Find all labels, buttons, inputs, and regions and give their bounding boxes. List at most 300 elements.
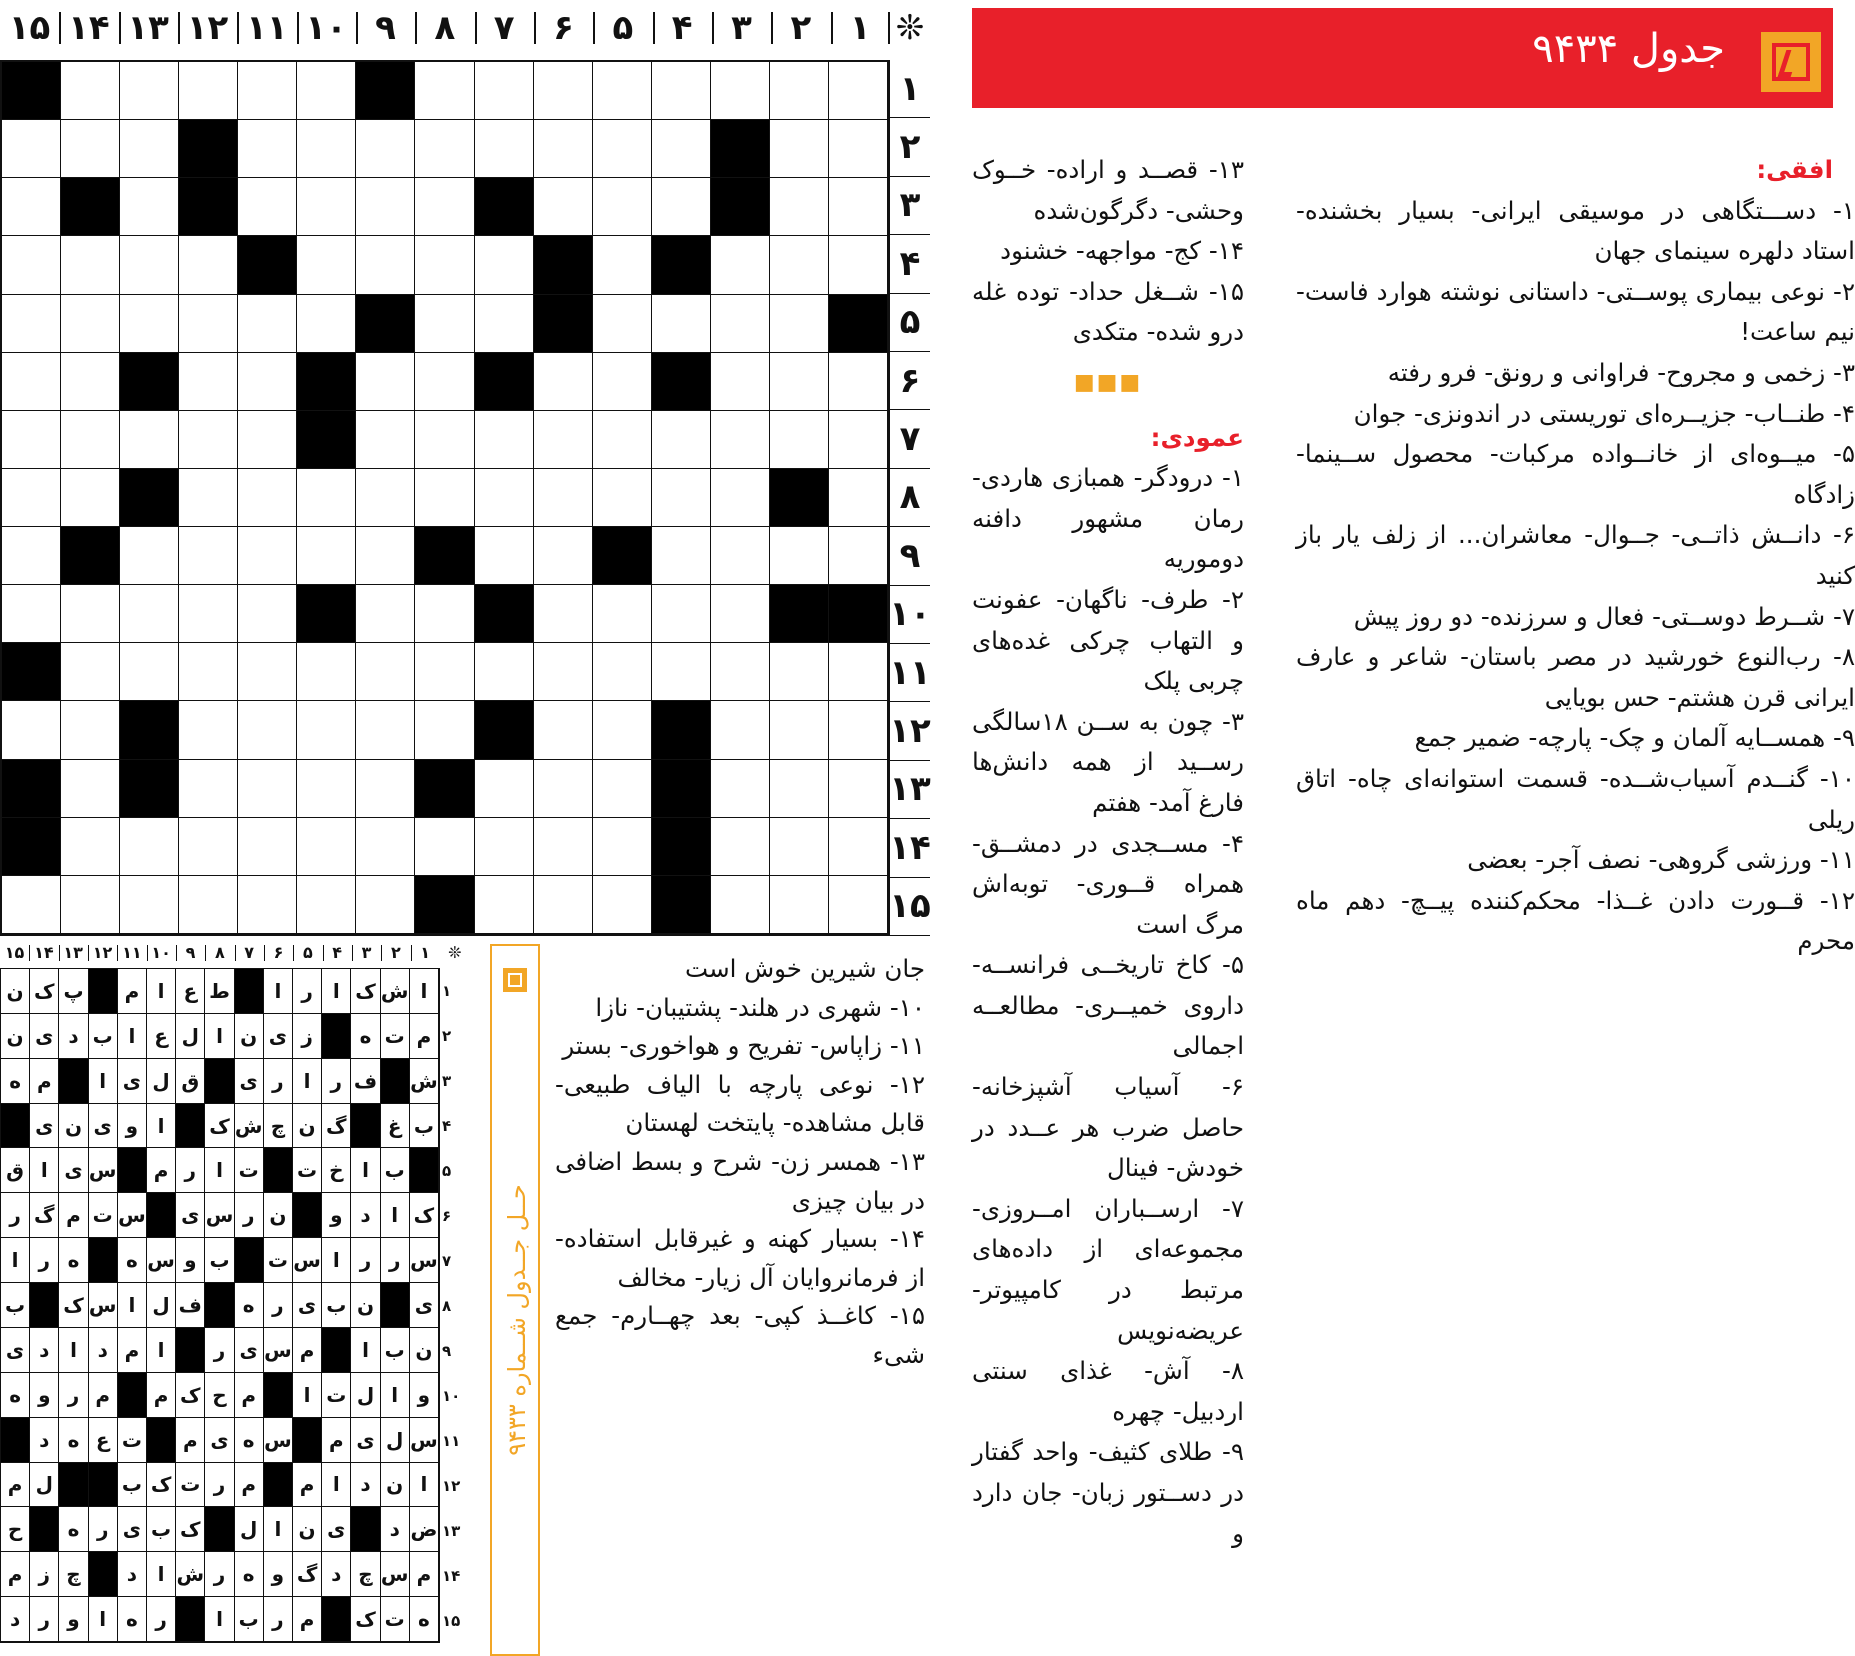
solution-letter-cell: ی xyxy=(293,1283,322,1328)
solution-row-number: ۱۵ xyxy=(442,1611,461,1630)
answer-cell[interactable] xyxy=(770,236,829,294)
solution-letter-cell: م xyxy=(176,1418,205,1463)
solution-letter-cell: ا xyxy=(264,1507,293,1552)
solution-letter-cell: ا xyxy=(118,1283,147,1328)
across-clue: ۹- همســایه آلمان و چک- پارچه- ضمیر جمع xyxy=(1414,723,1855,753)
answer-cell[interactable] xyxy=(238,585,297,643)
answer-cell[interactable] xyxy=(593,469,652,527)
answer-cell[interactable] xyxy=(415,469,474,527)
answer-cell[interactable] xyxy=(829,178,888,236)
answer-cell[interactable] xyxy=(238,178,297,236)
answer-cell[interactable] xyxy=(593,876,652,934)
solution-letter-cell: د xyxy=(381,1507,410,1552)
answer-cell[interactable] xyxy=(770,353,829,411)
answer-cell[interactable] xyxy=(61,236,120,294)
solution-letter-cell: ر xyxy=(176,1148,205,1193)
solution-letter-cell: ن xyxy=(293,1104,322,1149)
block-cell xyxy=(534,236,593,294)
solution-letter-cell: ت xyxy=(89,1193,118,1238)
solution-letter-cell: ش xyxy=(410,1059,439,1104)
answer-cell[interactable] xyxy=(415,701,474,759)
answer-cell[interactable] xyxy=(770,120,829,178)
solution-letter-cell: ک xyxy=(410,1193,439,1238)
answer-cell[interactable] xyxy=(534,411,593,469)
solution-letter-cell: س xyxy=(410,1238,439,1283)
solution-letter-cell: ی xyxy=(118,1059,147,1104)
answer-cell[interactable] xyxy=(238,760,297,818)
answer-cell[interactable] xyxy=(179,818,238,876)
solution-letter-cell: ه xyxy=(235,1552,264,1597)
answer-cell[interactable] xyxy=(652,295,711,353)
answer-cell[interactable] xyxy=(534,585,593,643)
answer-cell[interactable] xyxy=(356,236,415,294)
answer-cell[interactable] xyxy=(829,760,888,818)
answer-cell[interactable] xyxy=(593,236,652,294)
column-number: ۹ xyxy=(375,8,396,48)
answer-cell[interactable] xyxy=(652,120,711,178)
solution-letter-cell: ر xyxy=(89,1507,118,1552)
answer-cell[interactable] xyxy=(415,643,474,701)
solution-block-cell xyxy=(59,1463,88,1508)
block-cell xyxy=(415,527,474,585)
answer-cell[interactable] xyxy=(2,527,61,585)
column-separator xyxy=(323,945,324,961)
answer-cell[interactable] xyxy=(179,643,238,701)
block-cell xyxy=(2,643,61,701)
answer-cell[interactable] xyxy=(534,818,593,876)
solution-block-cell xyxy=(264,1463,293,1508)
answer-cell[interactable] xyxy=(711,585,770,643)
solution-block-cell xyxy=(264,1148,293,1193)
answer-cell[interactable] xyxy=(297,527,356,585)
block-cell xyxy=(770,469,829,527)
answer-cell[interactable] xyxy=(120,178,179,236)
answer-cell[interactable] xyxy=(829,701,888,759)
answer-cell[interactable] xyxy=(475,643,534,701)
solution-letter-cell: ی xyxy=(235,1328,264,1373)
solution-letter-cell: م xyxy=(410,1552,439,1597)
answer-cell[interactable] xyxy=(2,178,61,236)
answer-cell[interactable] xyxy=(179,236,238,294)
answer-cell[interactable] xyxy=(593,62,652,120)
answer-cell[interactable] xyxy=(2,585,61,643)
answer-cell[interactable] xyxy=(829,411,888,469)
answer-cell[interactable] xyxy=(770,701,829,759)
answer-cell[interactable] xyxy=(475,818,534,876)
answer-cell[interactable] xyxy=(356,760,415,818)
solution-letter-cell: ه xyxy=(1,1373,30,1418)
answer-cell[interactable] xyxy=(120,62,179,120)
solution-letter-cell: ا xyxy=(89,1597,118,1642)
answer-cell[interactable] xyxy=(297,295,356,353)
answer-cell[interactable] xyxy=(534,178,593,236)
answer-cell[interactable] xyxy=(415,236,474,294)
answer-cell[interactable] xyxy=(534,701,593,759)
answer-cell[interactable] xyxy=(179,62,238,120)
solution-column-number: ۵ xyxy=(302,943,313,962)
answer-cell[interactable] xyxy=(829,62,888,120)
answer-cell[interactable] xyxy=(711,818,770,876)
answer-cell[interactable] xyxy=(475,760,534,818)
solution-block-cell xyxy=(235,1238,264,1283)
answer-cell[interactable] xyxy=(652,469,711,527)
answer-cell[interactable] xyxy=(2,411,61,469)
block-cell xyxy=(475,178,534,236)
down-clue: ۸- آش- غذای سنتی اردبیل- چهره xyxy=(972,1356,1244,1426)
answer-cell[interactable] xyxy=(829,353,888,411)
solution-letter-cell: م xyxy=(235,1373,264,1418)
answer-cell[interactable] xyxy=(179,585,238,643)
solution-letter-cell: س xyxy=(205,1193,234,1238)
answer-cell[interactable] xyxy=(297,701,356,759)
solution-letter-cell: ح xyxy=(1,1507,30,1552)
answer-cell[interactable] xyxy=(120,236,179,294)
answer-cell[interactable] xyxy=(356,701,415,759)
solution-letter-cell: ن xyxy=(235,1014,264,1059)
answer-cell[interactable] xyxy=(61,295,120,353)
answer-cell[interactable] xyxy=(475,469,534,527)
answer-cell[interactable] xyxy=(61,353,120,411)
answer-cell[interactable] xyxy=(593,411,652,469)
answer-cell[interactable] xyxy=(179,701,238,759)
answer-cell[interactable] xyxy=(2,701,61,759)
answer-cell[interactable] xyxy=(179,353,238,411)
block-cell xyxy=(652,236,711,294)
column-number: ۵ xyxy=(612,8,634,48)
column-separator xyxy=(205,945,206,961)
solution-row-number: ۳ xyxy=(442,1071,452,1090)
answer-cell[interactable] xyxy=(770,62,829,120)
solution-letter-cell: د xyxy=(30,1328,59,1373)
answer-cell[interactable] xyxy=(475,236,534,294)
answer-cell[interactable] xyxy=(2,236,61,294)
solution-block-cell xyxy=(381,1283,410,1328)
solution-letter-cell: ر xyxy=(264,1597,293,1642)
answer-cell[interactable] xyxy=(238,876,297,934)
answer-cell[interactable] xyxy=(475,62,534,120)
answer-cell[interactable] xyxy=(2,876,61,934)
solution-letter-cell: س xyxy=(147,1238,176,1283)
solution-block-cell xyxy=(89,1463,118,1508)
answer-cell[interactable] xyxy=(829,236,888,294)
answer-cell[interactable] xyxy=(238,62,297,120)
solution-block-cell xyxy=(235,969,264,1014)
column-separator xyxy=(293,945,294,961)
answer-cell[interactable] xyxy=(652,643,711,701)
answer-cell[interactable] xyxy=(356,353,415,411)
answer-cell[interactable] xyxy=(61,411,120,469)
solution-letter-cell: ب xyxy=(410,1104,439,1149)
solution-letter-cell: س xyxy=(264,1328,293,1373)
answer-cell[interactable] xyxy=(61,120,120,178)
answer-cell[interactable] xyxy=(475,295,534,353)
answer-cell[interactable] xyxy=(120,411,179,469)
row-number-column xyxy=(890,60,930,936)
answer-cell[interactable] xyxy=(711,701,770,759)
solution-letter-cell: ر xyxy=(1,1193,30,1238)
answer-cell[interactable] xyxy=(238,469,297,527)
answer-cell[interactable] xyxy=(356,527,415,585)
solution-letter-cell: و xyxy=(410,1373,439,1418)
answer-cell[interactable] xyxy=(238,527,297,585)
column-number: ۴ xyxy=(671,8,693,48)
answer-cell[interactable] xyxy=(297,236,356,294)
answer-cell[interactable] xyxy=(238,701,297,759)
answer-cell[interactable] xyxy=(61,701,120,759)
answer-cell[interactable] xyxy=(356,469,415,527)
answer-cell[interactable] xyxy=(475,876,534,934)
answer-cell[interactable] xyxy=(475,120,534,178)
answer-cell[interactable] xyxy=(120,818,179,876)
answer-cell[interactable] xyxy=(120,295,179,353)
crossword-grid[interactable] xyxy=(0,60,890,936)
solution-letter-cell: خ xyxy=(322,1148,351,1193)
answer-cell[interactable] xyxy=(711,527,770,585)
answer-cell[interactable] xyxy=(534,353,593,411)
down-clue: ۱۱- زاپاس- تفریح و هواخوری- بستر xyxy=(562,1031,925,1061)
answer-cell[interactable] xyxy=(475,411,534,469)
answer-cell[interactable] xyxy=(593,353,652,411)
solution-block-cell xyxy=(205,1283,234,1328)
solution-letter-cell: ع xyxy=(147,1014,176,1059)
answer-cell[interactable] xyxy=(711,295,770,353)
solution-letter-cell: ر xyxy=(235,1193,264,1238)
answer-cell[interactable] xyxy=(238,295,297,353)
answer-cell[interactable] xyxy=(61,876,120,934)
answer-cell[interactable] xyxy=(770,295,829,353)
answer-cell[interactable] xyxy=(829,643,888,701)
answer-cell[interactable] xyxy=(711,876,770,934)
block-cell xyxy=(120,760,179,818)
answer-cell[interactable] xyxy=(179,469,238,527)
solution-letter-cell: س xyxy=(381,1552,410,1597)
answer-cell[interactable] xyxy=(356,411,415,469)
answer-cell[interactable] xyxy=(415,585,474,643)
solution-letter-cell: گ xyxy=(30,1193,59,1238)
answer-cell[interactable] xyxy=(415,411,474,469)
answer-cell[interactable] xyxy=(61,62,120,120)
answer-cell[interactable] xyxy=(593,295,652,353)
block-cell xyxy=(120,353,179,411)
answer-cell[interactable] xyxy=(2,120,61,178)
solution-letter-cell: ر xyxy=(147,1597,176,1642)
answer-cell[interactable] xyxy=(415,178,474,236)
answer-cell[interactable] xyxy=(534,120,593,178)
answer-cell[interactable] xyxy=(297,643,356,701)
solution-column-number: ۱۰ xyxy=(151,943,171,962)
answer-cell[interactable] xyxy=(61,643,120,701)
answer-cell[interactable] xyxy=(593,760,652,818)
answer-cell[interactable] xyxy=(593,178,652,236)
answer-cell[interactable] xyxy=(711,411,770,469)
answer-cell[interactable] xyxy=(356,876,415,934)
answer-cell[interactable] xyxy=(415,353,474,411)
answer-cell[interactable] xyxy=(534,760,593,818)
answer-cell[interactable] xyxy=(829,818,888,876)
solution-letter-cell: ا xyxy=(1,1238,30,1283)
solution-letter-cell: ع xyxy=(176,969,205,1014)
answer-cell[interactable] xyxy=(711,760,770,818)
answer-cell[interactable] xyxy=(593,585,652,643)
solution-letter-cell: ا xyxy=(322,1238,351,1283)
answer-cell[interactable] xyxy=(179,527,238,585)
block-cell xyxy=(415,876,474,934)
answer-cell[interactable] xyxy=(238,643,297,701)
solution-letter-cell: ر xyxy=(264,1059,293,1104)
answer-cell[interactable] xyxy=(534,643,593,701)
answer-cell[interactable] xyxy=(593,818,652,876)
answer-cell[interactable] xyxy=(593,120,652,178)
down-clue: ۱- درودگر- همبازی هاردی- رمان مشهور دافنه دوموریه xyxy=(972,463,1244,574)
answer-cell[interactable] xyxy=(297,876,356,934)
answer-cell[interactable] xyxy=(297,760,356,818)
answer-cell[interactable] xyxy=(593,701,652,759)
answer-cell[interactable] xyxy=(120,876,179,934)
answer-cell[interactable] xyxy=(652,178,711,236)
solution-letter-cell: ا xyxy=(147,969,176,1014)
solution-letter-cell: ی xyxy=(89,1104,118,1149)
solution-letter-cell: م xyxy=(118,969,147,1014)
answer-cell[interactable] xyxy=(415,120,474,178)
answer-cell[interactable] xyxy=(356,818,415,876)
solution-letter-cell: ر xyxy=(205,1552,234,1597)
solution-column-number: ۲ xyxy=(390,943,401,962)
answer-cell[interactable] xyxy=(829,469,888,527)
solution-block-cell xyxy=(1,1104,30,1149)
solution-block-cell xyxy=(410,1148,439,1193)
answer-cell[interactable] xyxy=(415,818,474,876)
answer-cell[interactable] xyxy=(652,411,711,469)
block-cell xyxy=(770,585,829,643)
answer-cell[interactable] xyxy=(238,411,297,469)
answer-cell[interactable] xyxy=(356,585,415,643)
column-separator xyxy=(176,945,177,961)
solution-title: حــل جــدول شــماره ۹۴۳۳ xyxy=(503,1184,531,1456)
solution-column-number: ۱۲ xyxy=(92,943,113,962)
solution-letter-cell: ا xyxy=(410,969,439,1014)
answer-cell[interactable] xyxy=(652,585,711,643)
answer-cell[interactable] xyxy=(179,760,238,818)
puzzle-title: جدول ۹۴۳۴ xyxy=(1532,26,1725,72)
answer-cell[interactable] xyxy=(61,818,120,876)
column-separator xyxy=(534,12,536,44)
answer-cell[interactable] xyxy=(356,120,415,178)
answer-cell[interactable] xyxy=(179,411,238,469)
answer-cell[interactable] xyxy=(238,353,297,411)
answer-cell[interactable] xyxy=(297,469,356,527)
solution-letter-cell: ن xyxy=(1,969,30,1014)
answer-cell[interactable] xyxy=(415,62,474,120)
answer-cell[interactable] xyxy=(711,62,770,120)
solution-block-cell xyxy=(176,1597,205,1642)
answer-cell[interactable] xyxy=(534,527,593,585)
answer-cell[interactable] xyxy=(356,643,415,701)
solution-letter-cell: چ xyxy=(351,1552,380,1597)
answer-cell[interactable] xyxy=(770,876,829,934)
solution-block-cell xyxy=(205,1059,234,1104)
answer-cell[interactable] xyxy=(534,469,593,527)
answer-cell[interactable] xyxy=(711,643,770,701)
answer-cell[interactable] xyxy=(120,643,179,701)
answer-cell[interactable] xyxy=(238,818,297,876)
answer-cell[interactable] xyxy=(829,527,888,585)
solution-letter-cell: ا xyxy=(410,1463,439,1508)
answer-cell[interactable] xyxy=(475,527,534,585)
answer-cell[interactable] xyxy=(179,295,238,353)
answer-cell[interactable] xyxy=(770,527,829,585)
across-heading: افقی: xyxy=(1756,155,1833,184)
answer-cell[interactable] xyxy=(770,643,829,701)
column-number: ۲ xyxy=(790,8,812,48)
answer-cell[interactable] xyxy=(179,876,238,934)
solution-letter-cell: ن xyxy=(1,1014,30,1059)
solution-letter-cell: ر xyxy=(381,1238,410,1283)
solution-letter-cell: ع xyxy=(89,1418,118,1463)
answer-cell[interactable] xyxy=(297,62,356,120)
answer-cell[interactable] xyxy=(61,585,120,643)
solution-letter-cell: ا xyxy=(381,1193,410,1238)
column-separator xyxy=(297,12,299,44)
across-clue: ۱۰- گنــدم آسیاب‌شــده- قسمت استوانه‌ای چاه- اتاق ریلی xyxy=(1296,763,1855,834)
row-number: ۸ xyxy=(890,469,930,527)
answer-cell[interactable] xyxy=(711,469,770,527)
column-number: ۱۱ xyxy=(246,8,288,48)
solution-letter-cell: ی xyxy=(30,1014,59,1059)
answer-cell[interactable] xyxy=(120,585,179,643)
answer-cell[interactable] xyxy=(770,178,829,236)
answer-cell[interactable] xyxy=(829,120,888,178)
answer-cell[interactable] xyxy=(238,120,297,178)
answer-cell[interactable] xyxy=(120,120,179,178)
block-cell xyxy=(61,178,120,236)
solution-letter-cell: ر xyxy=(205,1463,234,1508)
answer-cell[interactable] xyxy=(534,876,593,934)
answer-cell[interactable] xyxy=(593,643,652,701)
answer-cell[interactable] xyxy=(297,178,356,236)
answer-cell[interactable] xyxy=(652,62,711,120)
answer-cell[interactable] xyxy=(2,469,61,527)
solution-letter-cell: ب xyxy=(322,1283,351,1328)
row-number: ۹ xyxy=(890,527,930,585)
column-separator xyxy=(147,945,148,961)
answer-cell[interactable] xyxy=(356,178,415,236)
down-clue: ۷- ارســباران امــروزی- مجموعه‌ای از داده‌های مرتبط در کامپیوتر- عریضه‌نویس xyxy=(972,1193,1244,1345)
answer-cell[interactable] xyxy=(652,527,711,585)
answer-cell[interactable] xyxy=(297,818,356,876)
answer-cell[interactable] xyxy=(770,760,829,818)
answer-cell[interactable] xyxy=(61,469,120,527)
solution-letter-cell: ل xyxy=(381,1418,410,1463)
answer-cell[interactable] xyxy=(61,760,120,818)
across-clue-list-continued xyxy=(972,150,1244,353)
block-cell xyxy=(356,62,415,120)
answer-cell[interactable] xyxy=(120,527,179,585)
answer-cell[interactable] xyxy=(711,236,770,294)
solution-block-cell xyxy=(351,1104,380,1149)
answer-cell[interactable] xyxy=(297,120,356,178)
answer-cell[interactable] xyxy=(2,353,61,411)
answer-cell[interactable] xyxy=(415,295,474,353)
answer-cell[interactable] xyxy=(770,818,829,876)
solution-letter-cell: و xyxy=(59,1597,88,1642)
answer-cell[interactable] xyxy=(2,295,61,353)
answer-cell[interactable] xyxy=(770,411,829,469)
answer-cell[interactable] xyxy=(711,353,770,411)
solution-letter-cell: چ xyxy=(264,1104,293,1149)
solution-letter-cell: ف xyxy=(351,1059,380,1104)
answer-cell[interactable] xyxy=(534,62,593,120)
answer-cell[interactable] xyxy=(829,876,888,934)
